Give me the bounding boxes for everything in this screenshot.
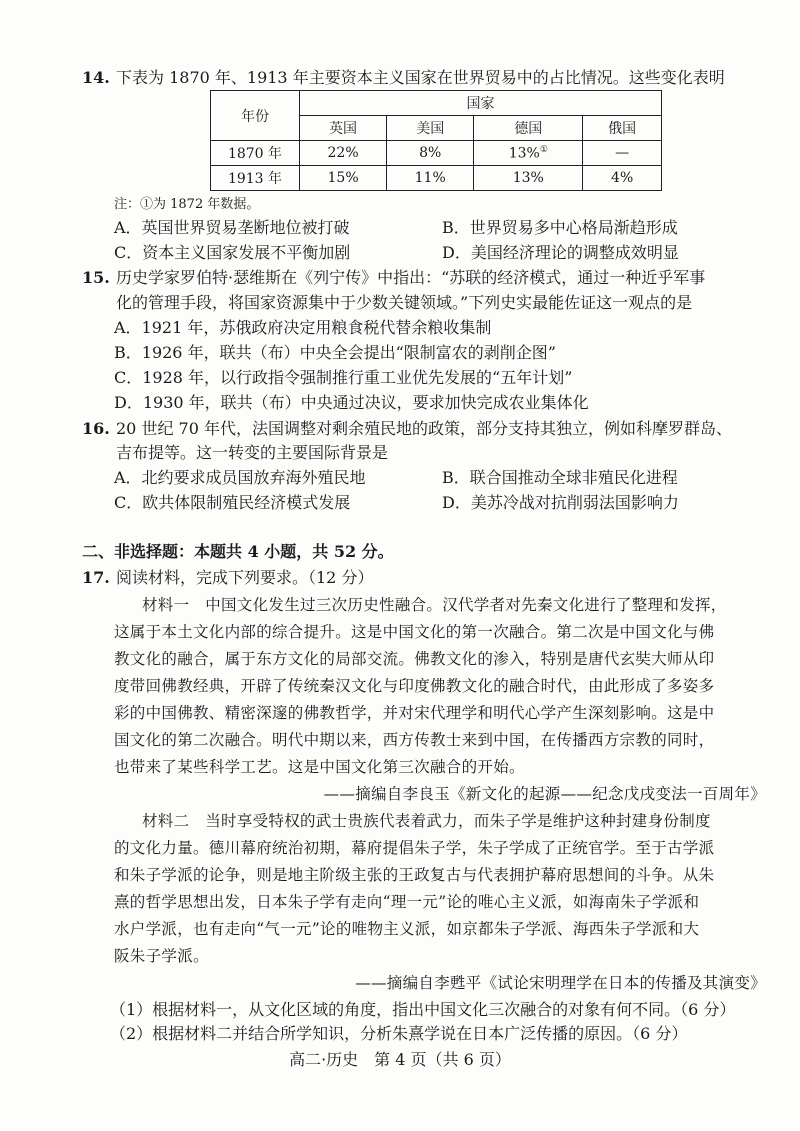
q16-option-b[interactable]: B．联合国推动全球非殖民化进程 — [442, 468, 678, 487]
footnote-mark: ① — [539, 144, 548, 155]
material2-source: ——摘编自李甦平《试论宋明理学在日本的传播及其演变》 — [355, 974, 766, 992]
q17-number: 17. — [82, 568, 110, 587]
q14-stem: 14. 下表为 1870 年、1913 年主要资本主义国家在世界贸易中的占比情况。这些变化表明 — [82, 68, 725, 87]
q14-note: 注：①为 1872 年数据。 — [114, 197, 260, 212]
q14-trade-table — [210, 90, 662, 191]
q16-stem-line2: 吉布提等。这一转变的主要国际背景是 — [116, 443, 389, 462]
table-col-header: 美国 — [387, 116, 474, 141]
table-cell: 15% — [300, 166, 387, 191]
material2-line: 水户学派，也有走向“气一元”论的唯物主义派，如京都朱子学派、海西朱子学派和大 — [114, 920, 700, 938]
q15-stem-line1: 15. 历史学家罗伯特·瑟维斯在《列宁传》中指出：“苏联的经济模式，通过一种近乎军事 — [82, 268, 706, 287]
q16-option-a[interactable]: A．北约要求成员国放弃海外殖民地 — [114, 468, 366, 487]
q16-option-d[interactable]: D．美苏冷战对抗削弱法国影响力 — [442, 493, 679, 512]
table-cell: — — [583, 141, 662, 166]
q16-option-c[interactable]: C．欧共体限制殖民经济模式发展 — [114, 493, 351, 512]
table-cell: 11% — [387, 166, 474, 191]
material1-line: 国文化的第二次融合。明代中期以来，西方传教士来到中国，在传播西方宗教的同时， — [114, 731, 715, 749]
material2-line: 熹的哲学思想出发，日本朱子学有走向“理一元”论的唯心主义派，如海南朱子学派和 — [114, 893, 700, 911]
table-row — [211, 141, 662, 166]
material2-line: 和朱子学派的论争，则是地主阶级主张的王政复古与代表拥护幕府思想间的斗争。从朱 — [114, 866, 715, 884]
material1-line: 也带来了某些科学工艺。这是中国文化第三次融合的开始。 — [114, 758, 525, 776]
q15-stem-line2: 化的管理手段，将国家资源集中于少数关键领域。”下列史实最能佐证这一观点的是 — [116, 293, 693, 312]
table-cell: 4% — [583, 166, 662, 191]
q14-option-b[interactable]: B．世界贸易多中心格局渐趋形成 — [442, 218, 678, 237]
q15-option-d[interactable]: D．1930 年，联共（布）中央通过决议，要求加快完成农业集体化 — [114, 393, 589, 412]
material1-line: 彩的中国佛教、精密深邃的佛教哲学，并对宋代理学和明代心学产生深刻影响。这是中 — [114, 704, 715, 722]
material1-line: 度带回佛教经典，开辟了传统秦汉文化与印度佛教文化的融合时代，由此形成了多姿多 — [114, 677, 715, 695]
q17-subquestion-2: （2）根据材料二并结合所学知识，分析朱熹学说在日本广泛传播的原因。（6 分） — [110, 1024, 688, 1043]
q15-option-a[interactable]: A．1921 年，苏俄政府决定用粮食税代替余粮收集制 — [114, 318, 492, 337]
table-row-year: 1870 年 — [211, 141, 300, 166]
material1-source: ——摘编自李良玉《新文化的起源——纪念戊戌变法一百周年》 — [323, 785, 766, 803]
table-group-header: 国家 — [300, 91, 662, 116]
material2-line: 的文化力量。德川幕府统治初期，幕府提倡朱子学，朱子学成了正统官学。至于古学派 — [114, 839, 715, 857]
section2-heading: 二、非选择题：本题共 4 小题，共 52 分。 — [82, 542, 394, 561]
table-cell: 13%① — [474, 141, 583, 166]
material1-line: 材料一 中国文化发生过三次历史性融合。汉代学者对先秦文化进行了整理和发挥， — [142, 596, 727, 614]
q15-number: 15. — [82, 268, 110, 287]
q15-option-b[interactable]: B．1926 年，联共（布）中央全会提出“限制富农的剥削企图” — [114, 343, 556, 362]
material2-line: 材料二 当时享受特权的武士贵族代表着武力，而朱子学是维护这种封建身份制度 — [142, 812, 711, 830]
table-col-header: 俄国 — [583, 116, 662, 141]
q14-option-a[interactable]: A．英国世界贸易垄断地位被打破 — [114, 218, 350, 237]
table-cell: 13% — [474, 166, 583, 191]
table-year-header: 年份 — [211, 91, 300, 141]
material1-line: 这属于本土文化内部的综合提升。这是中国文化的第一次融合。第二次是中国文化与佛 — [114, 623, 715, 641]
table-row — [211, 166, 662, 191]
table-col-header: 英国 — [300, 116, 387, 141]
table-cell: 22% — [300, 141, 387, 166]
table-col-header: 德国 — [474, 116, 583, 141]
q16-number: 16. — [82, 419, 110, 438]
material1-line: 教文化的融合，属于东方文化的局部交流。佛教文化的渗入，特别是唐代玄奘大师从印 — [114, 650, 715, 668]
q14-option-d[interactable]: D．美国经济理论的调整成效明显 — [442, 243, 679, 262]
q14-number: 14. — [82, 68, 110, 87]
table-cell: 8% — [387, 141, 474, 166]
table-row-year: 1913 年 — [211, 166, 300, 191]
q15-option-c[interactable]: C．1928 年，以行政指令强制推行重工业优先发展的“五年计划” — [114, 368, 573, 387]
q14-option-c[interactable]: C．资本主义国家发展不平衡加剧 — [114, 243, 351, 262]
q17-instruction: 17. 阅读材料，完成下列要求。（12 分） — [82, 568, 374, 587]
page-footer: 高二·历史 第 4 页（共 6 页） — [289, 1050, 511, 1069]
q17-subquestion-1: （1）根据材料一，从文化区域的角度，指出中国文化三次融合的对象有何不同。（6 分） — [110, 1000, 736, 1019]
q16-stem-line1: 16. 20 世纪 70 年代，法国调整对剩余殖民地的政策，部分支持其独立，例如科摩罗群岛、 — [82, 419, 732, 438]
material2-line: 阪朱子学派。 — [114, 947, 209, 965]
